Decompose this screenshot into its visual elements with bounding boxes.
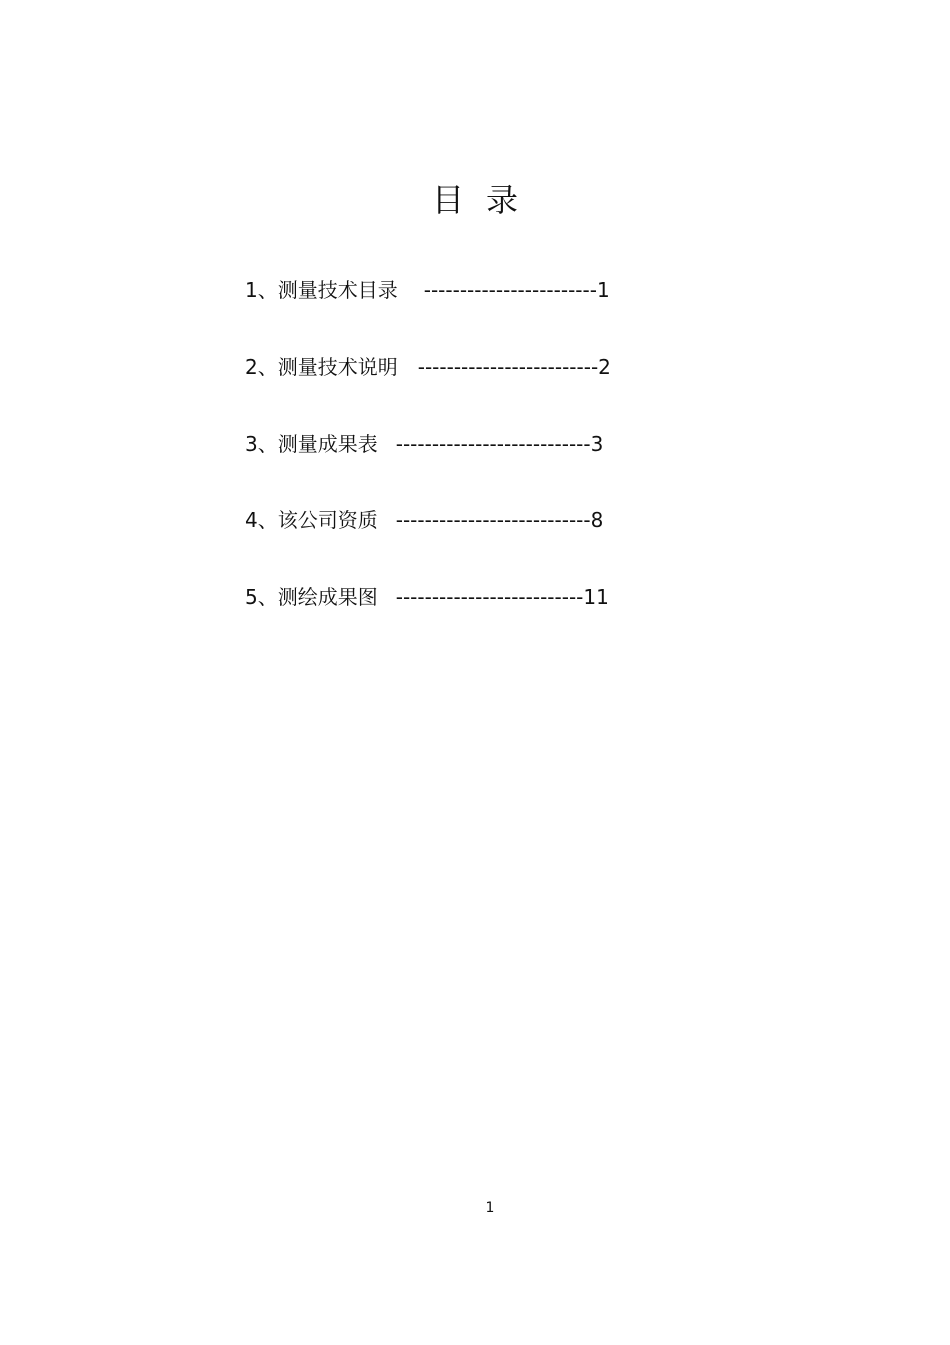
toc-entry-surveying-results-drawing [245, 582, 609, 612]
toc-entry-label: 5、测绘成果图 [245, 585, 378, 609]
title-character-lu: 录 [486, 181, 519, 219]
dotted-leader: --------------------------- [395, 432, 591, 456]
dotted-leader: ------------------------ [423, 278, 597, 302]
toc-entry-label: 2、测量技术说明 [245, 355, 398, 379]
toc-page-number: 11 [583, 585, 609, 609]
dotted-leader: ------------------------- [417, 355, 599, 379]
toc-page-number: 2 [598, 355, 611, 379]
toc-page-number: 1 [596, 278, 610, 302]
toc-page-number: 3 [590, 432, 604, 456]
toc-page-number: 8 [590, 508, 604, 532]
toc-entry-measurement-technical-description [245, 352, 611, 382]
toc-entry-label: 1、测量技术目录 [245, 278, 398, 302]
toc-entry-label: 4、该公司资质 [245, 508, 378, 532]
toc-entry-company-qualifications [245, 505, 603, 535]
toc-entry-measurement-results-table [245, 429, 603, 459]
toc-entry-measurement-technical-contents [245, 275, 610, 305]
dotted-leader: --------------------------- [395, 508, 591, 532]
toc-entry-label: 3、测量成果表 [245, 432, 378, 456]
title-character-mu: 目 [431, 181, 464, 219]
table-of-contents-title [0, 180, 950, 220]
dotted-leader: -------------------------- [395, 585, 584, 609]
footer-page-number: 1 [485, 1200, 495, 1216]
